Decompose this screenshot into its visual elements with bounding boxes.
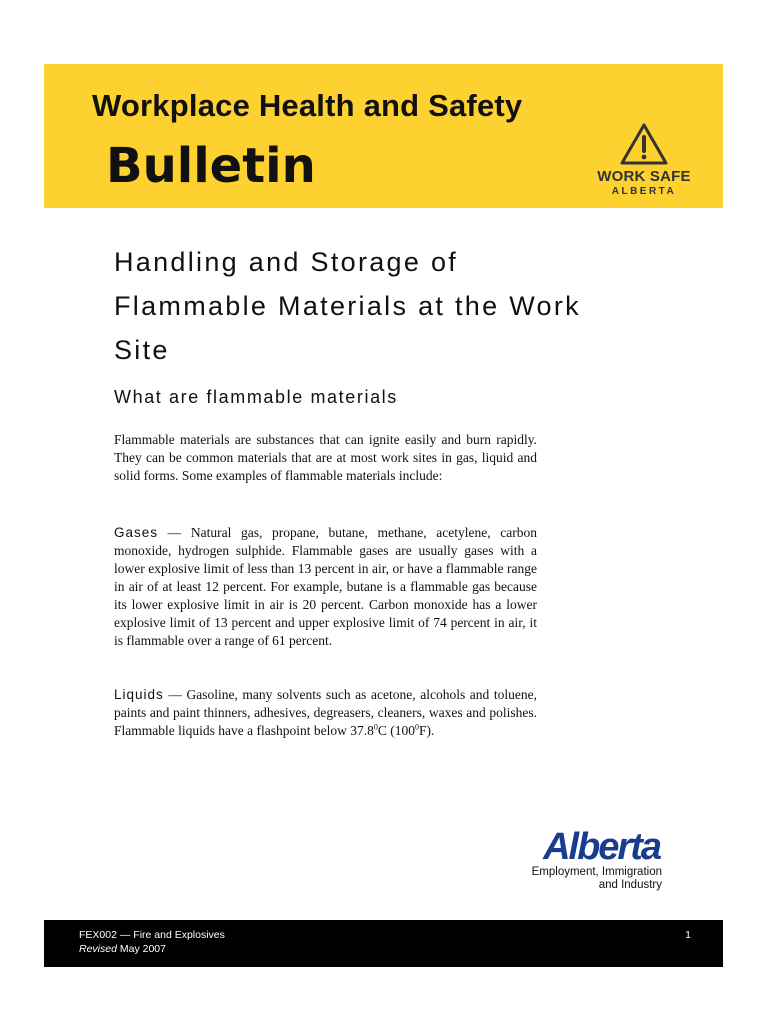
work-safe-sublabel: ALBERTA <box>611 186 677 197</box>
work-safe-label: WORK SAFE <box>597 168 691 185</box>
liquids-celsius: C (100 <box>377 723 415 738</box>
liquids-paragraph <box>114 686 537 740</box>
document-title: Handling and Storage of Flammable Materials at the Work Site <box>114 247 581 365</box>
banner-title: Workplace Health and Safety <box>92 88 523 123</box>
revised-label: Revised <box>79 943 117 955</box>
header-banner <box>44 64 723 208</box>
alberta-wordmark: Alberta <box>543 826 660 868</box>
revised-date: May 2007 <box>116 943 166 955</box>
liquids-fahrenheit: F). <box>418 723 435 738</box>
gases-paragraph <box>114 524 537 650</box>
gases-label: Gases <box>114 525 159 540</box>
ministry-name-line1: Employment, Immigration <box>531 866 662 878</box>
section-heading: What are flammable materials <box>114 387 398 407</box>
degree-superscript: 0 <box>373 722 378 732</box>
liquids-label: Liquids <box>114 687 164 702</box>
work-safe-logo <box>574 122 714 197</box>
warning-triangle-icon <box>619 122 669 166</box>
degree-superscript: 0 <box>414 722 419 732</box>
liquids-text: — Gasoline, many solvents such as acetone, alcohols and toluene, paints and paint thinners, adhesives, degreasers, cleaners, waxes and polishes. Flammable liquids have a flashpoint below 37.8 <box>114 687 537 738</box>
banner-subtitle: Bulletin <box>106 138 316 194</box>
gases-text: — Natural gas, propane, butane, methane, acetylene, carbon monoxide, hydrogen sulphide. Flammable gases are usually gases with a lower explosive limit of less than 13 percent in air, or have a flammable range in air of at least 12 percent. For example, butane is a flammable gas because its lower explosive limit in air is 20 percent. Carbon monoxide has a lower explosive limit of 13 percent and upper explosive limit of 74 percent in air, it is flammable over a range of 61 percent. <box>114 525 537 648</box>
footer-revised <box>79 943 166 955</box>
ministry-name-line2: and Industry <box>598 879 662 891</box>
page-number: 1 <box>685 929 691 941</box>
footer-bar <box>44 920 723 967</box>
footer-document-code: FEX002 — Fire and Explosives <box>79 929 225 941</box>
alberta-logo <box>512 828 672 892</box>
intro-paragraph: Flammable materials are substances that can ignite easily and burn rapidly. They can be common materials that are at most work sites in gas, liquid and solid forms. Some examples of flammable materials include: <box>114 432 537 483</box>
